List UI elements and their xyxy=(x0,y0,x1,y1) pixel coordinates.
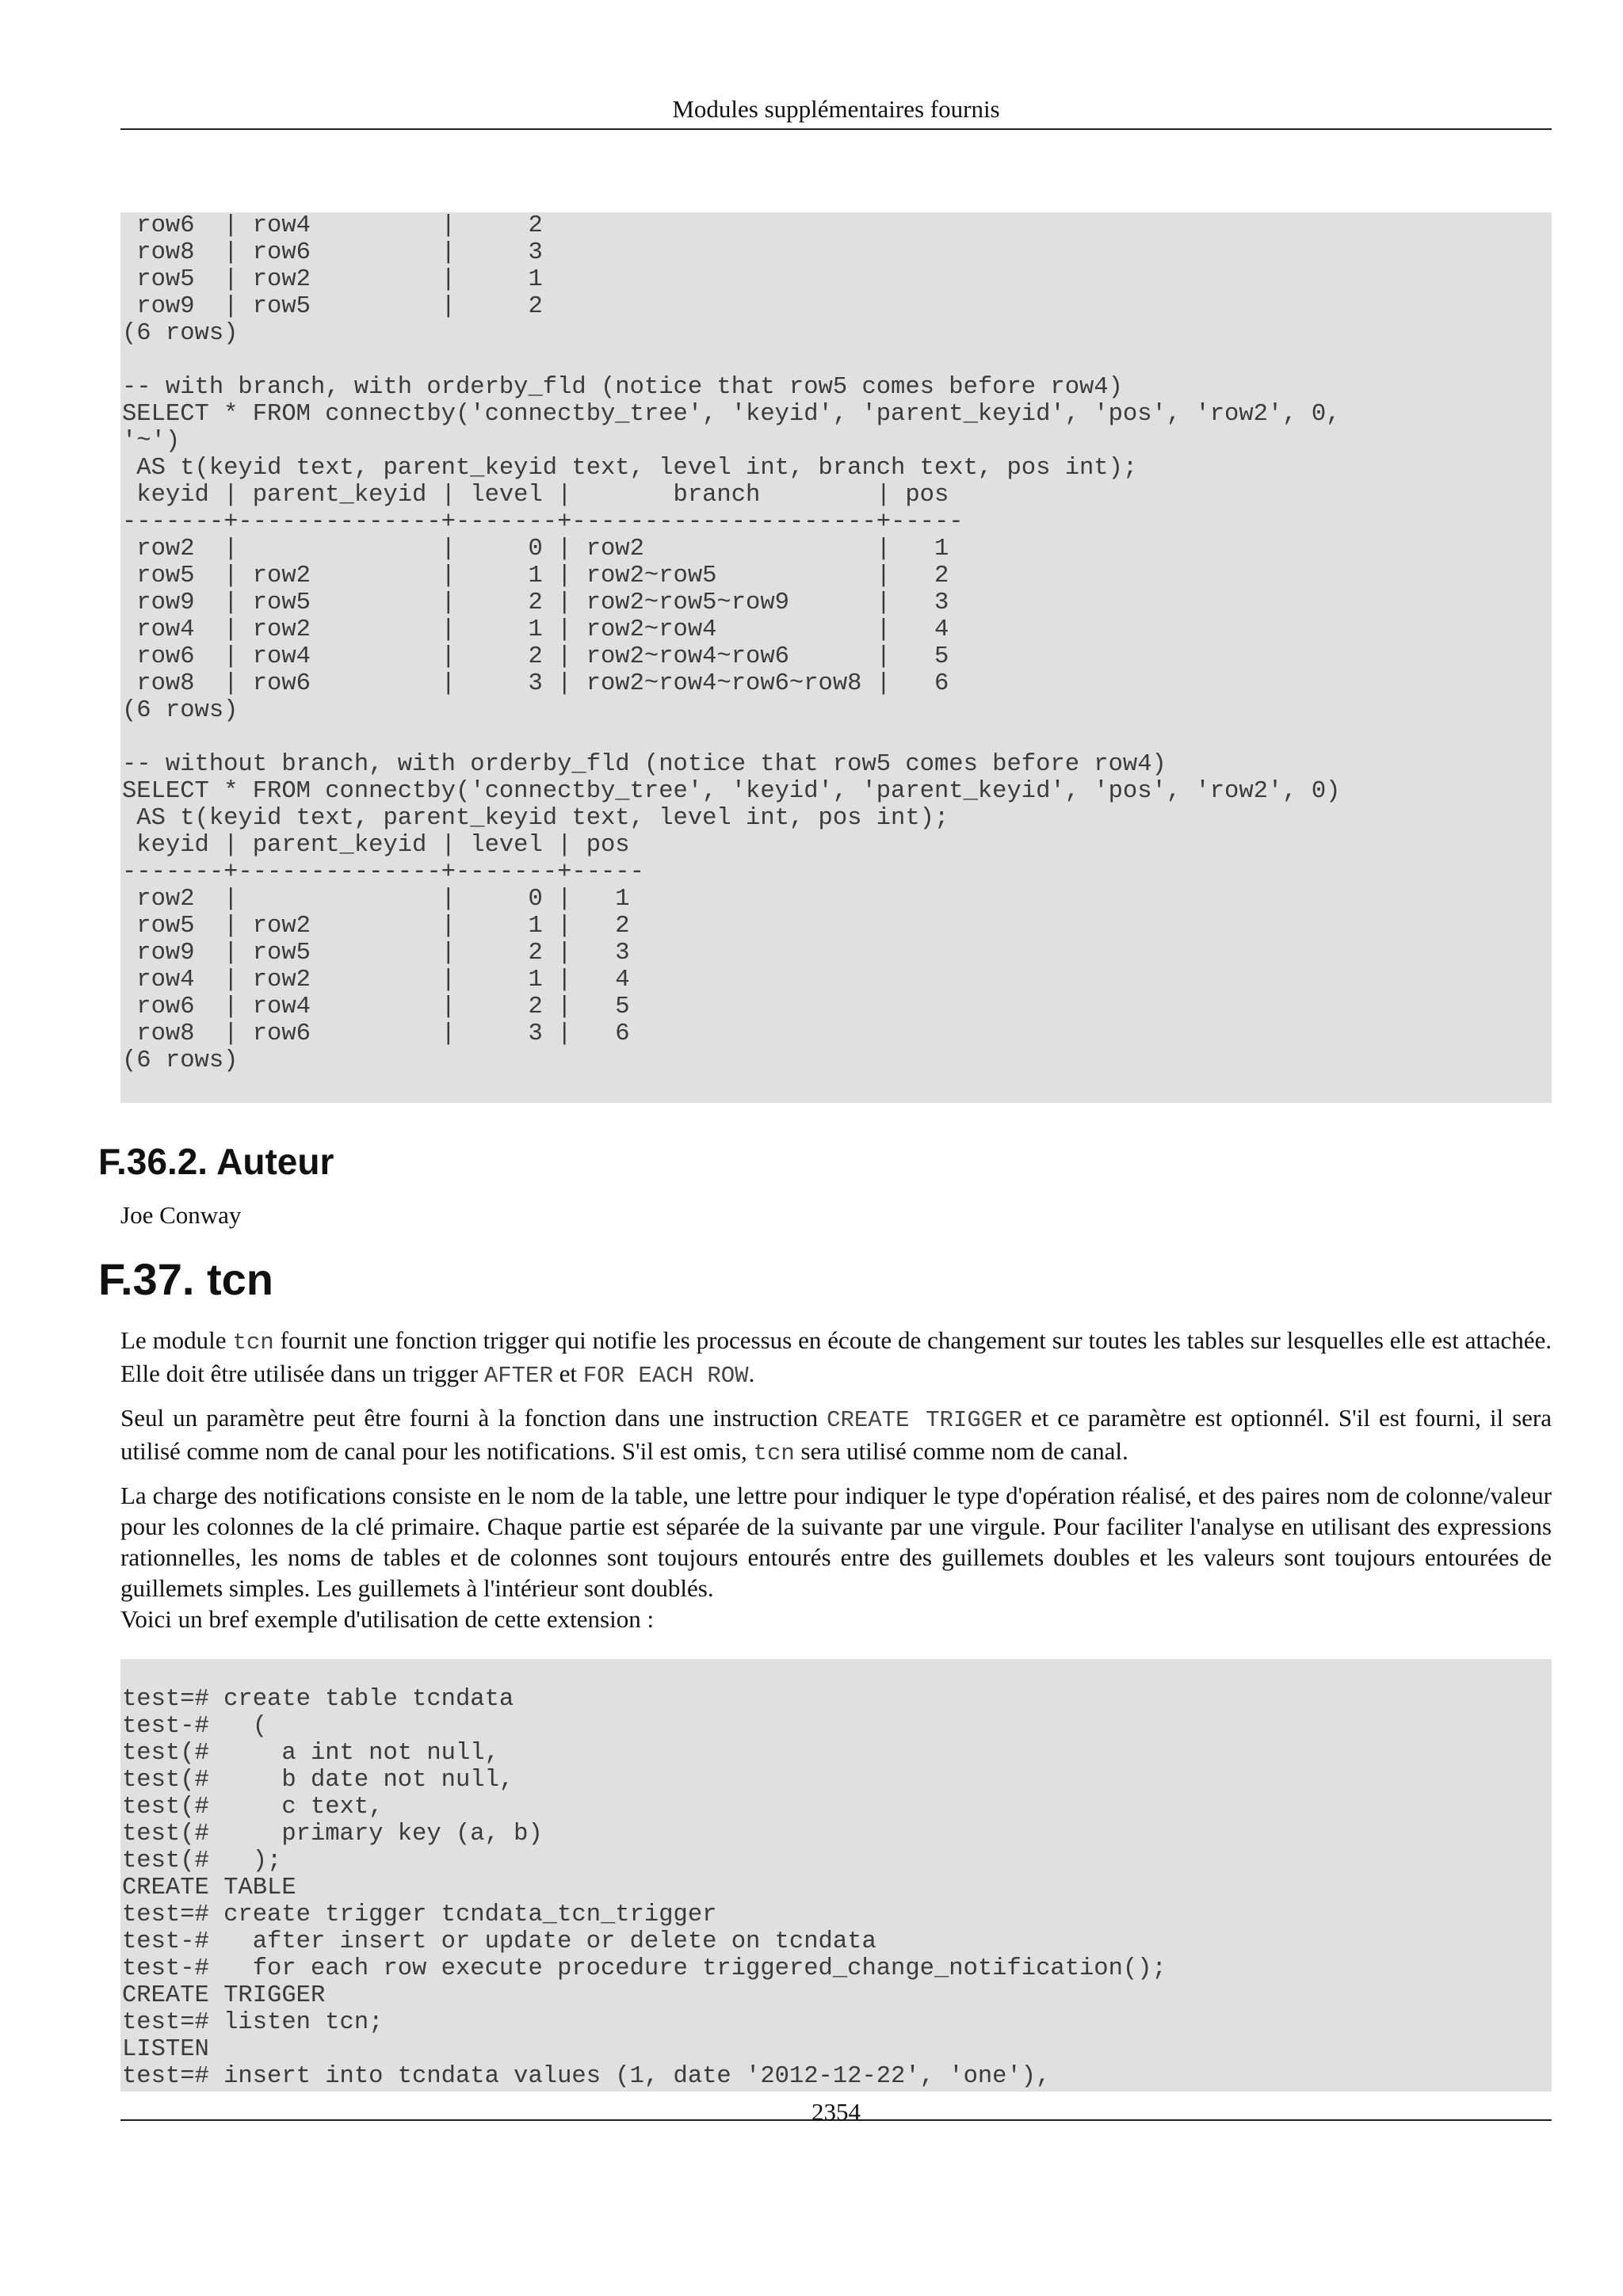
inline-code: tcn xyxy=(232,1329,274,1356)
inline-code: CREATE TRIGGER xyxy=(827,1407,1022,1433)
header-rule xyxy=(120,128,1552,130)
page-number: 2354 xyxy=(812,2098,861,2126)
code-text: row6 | row4 | 2 row8 | row6 | 3 row5 | row2 | 1 row9 | row5 | 2 (6 rows) -- with branch, with orderby_fld (notice that row5 comes before row4) SELECT * FROM connectby('connectby_tree', 'keyid', 'parent_keyid', 'pos', 'row2', 0, '~') AS t(keyid text, parent_keyid text, level int, branch text, pos int); keyid | parent_keyid | level | branch | pos -------+--------------+-------+---------------------+----- row2 | | 0 | row2 | 1 row5 | row2 | 1 | row2~row5 | 2 row9 | row5 | 2 | row2~row5~row9 | 3 row4 | row2 | 1 | row2~row4 | 4 row6 | row4 | 2 | row2~row4~row6 | 5 row8 | row6 | 3 | row2~row4~row6~row8 | 6 (6 rows) -- without branch, with orderby_fld (notice that row5 comes before row4) SELECT * FROM connectby('connectby_tree', 'keyid', 'parent_keyid', 'pos', 'row2', 0) AS t(keyid text, parent_keyid text, level int, pos int); keyid | parent_keyid | level | pos -------+--------------+-------+----- row2 | | 0 | 1 row5 | row2 | 1 | 2 row9 | row5 | 2 | 3 row4 | row2 | 1 | 4 row6 | row4 | 2 | 5 row8 | row6 | 3 | 6 (6 rows) xyxy=(122,212,1341,1074)
text: Le module xyxy=(120,1326,233,1354)
inline-code: tcn xyxy=(753,1440,795,1466)
text: sera utilisé comme nom de canal. xyxy=(794,1437,1128,1465)
text: et xyxy=(552,1360,583,1387)
running-header: Modules supplémentaires fournis xyxy=(672,95,1000,123)
author-name: Joe Conway xyxy=(120,1201,242,1229)
code-block-connectby xyxy=(120,212,1552,1103)
paragraph-parameter xyxy=(120,1402,1552,1469)
section-heading-author: F.36.2. Auteur xyxy=(98,1141,334,1182)
text: Seul un paramètre peut être fourni à la fonction dans une instruction xyxy=(120,1404,827,1432)
text: et ce paramètre est optionnél. S'il est fourni, il sera utilisé comme nom de canal pour les notifications. S'il est omis, xyxy=(120,1404,1552,1465)
text: fournit une fonction trigger qui notifie les processus en écoute de changement sur toutes les tables sur lesquelles elle est attachée. Elle doit être utilisée dans un trigger xyxy=(120,1326,1552,1387)
paragraph-payload: La charge des notifications consiste en le nom de la table, une lettre pour indiquer le type d'opération réalisé, et des paires nom de colonne/valeur pour les colonnes de la clé primaire. Chaque partie est séparée de la suivante par une virgule. Pour faciliter l'analyse en utilisant des expressions rationnelles, les noms de tables et de colonnes sont toujours entourés entre des guillemets doubles et les valeurs sont toujours entourées de guillemets simples. Les guillemets à l'intérieur sont doublés. xyxy=(120,1482,1552,1602)
text: . xyxy=(748,1360,755,1387)
code-text: test=# create table tcndata test-# ( test(# a int not null, test(# b date not null, test(# c text, test(# primary key (a, b) test(# ); CREATE TABLE test=# create trigger tcndata_tcn_trigger test-# after insert or update or delete on tcndata test-# for each row execute procedure triggered_change_notification(); CREATE TRIGGER test=# listen tcn; LISTEN test=# insert into tcndata values (1, date '2012-12-22', 'one'), xyxy=(122,1686,1167,2090)
inline-code: FOR EACH ROW xyxy=(582,1363,749,1389)
inline-code: AFTER xyxy=(483,1363,553,1389)
paragraph-intro xyxy=(120,1325,1552,1391)
section-heading-tcn: F.37. tcn xyxy=(98,1254,273,1304)
paragraph-example-intro: Voici un bref exemple d'utilisation de cette extension : xyxy=(120,1605,655,1633)
code-block-tcn-example xyxy=(120,1659,1552,2092)
